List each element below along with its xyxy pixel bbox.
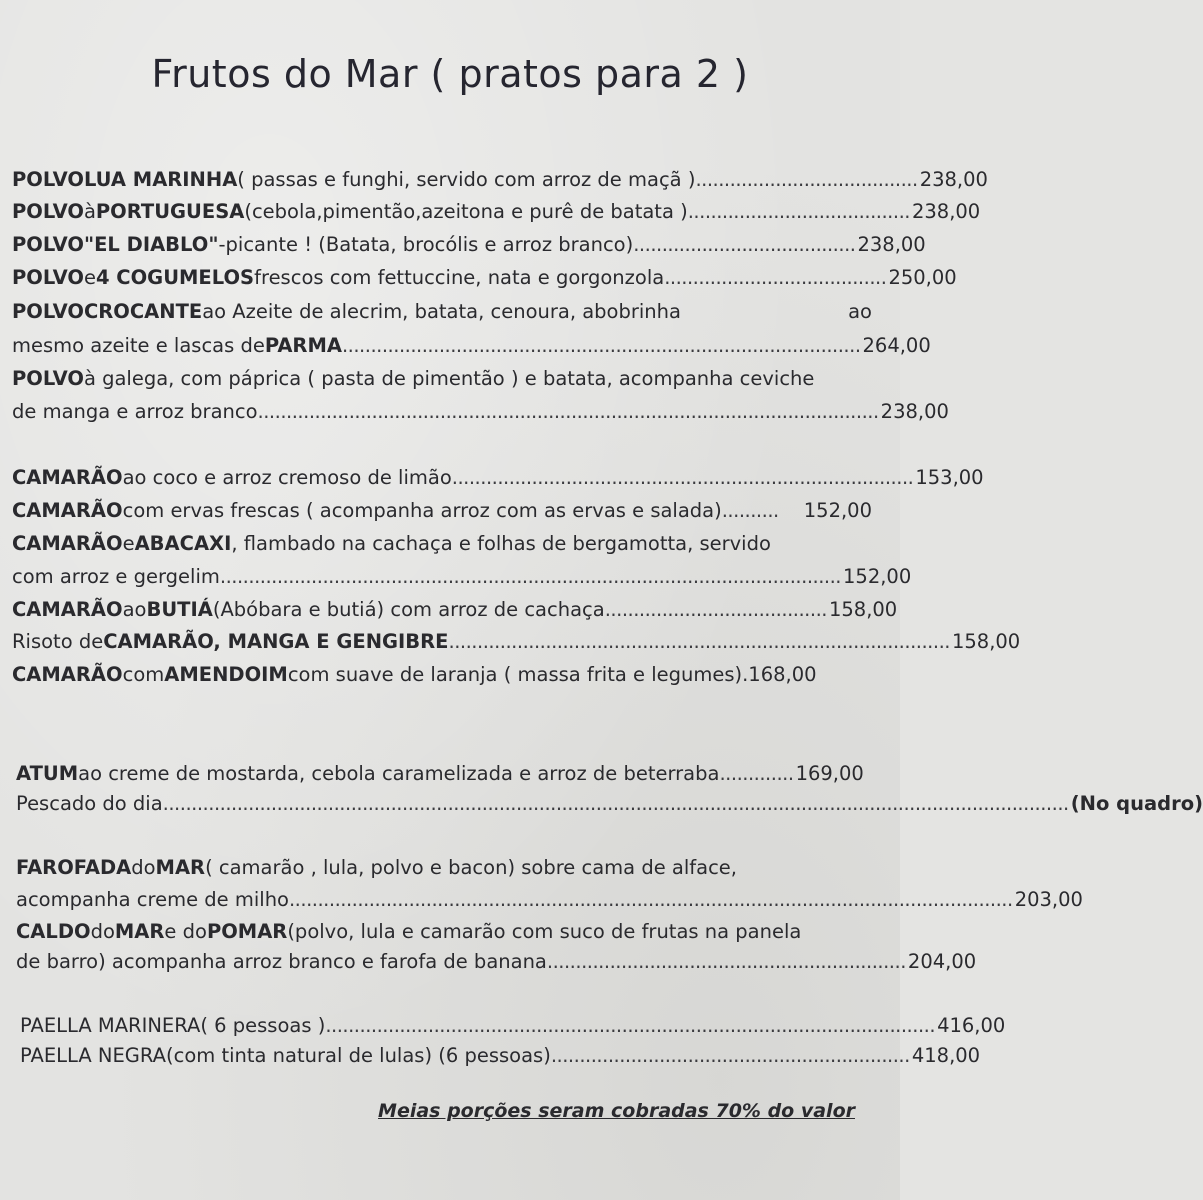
menu-item-polvo-el-diablo: POLVO "EL DIABLO" -picante ! (Batata, brocólis e arroz branco) ....................................... 238,00 bbox=[12, 229, 872, 261]
page-title: Frutos do Mar ( pratos para 2 ) bbox=[151, 52, 749, 96]
price: (No quadro) bbox=[1070, 792, 1203, 815]
price: 169,00 bbox=[795, 762, 864, 785]
menu-item-polvo-portuguesa: POLVO à PORTUGUESA (cebola,pimentão,azeitona e purê de batata ) ....................................... 238,00 bbox=[12, 196, 872, 228]
price: 152,00 bbox=[843, 565, 912, 588]
price: 238,00 bbox=[857, 233, 926, 256]
menu-item-farofada-cont: acompanha creme de milho ............................................................................................................................... 203,00 bbox=[16, 884, 846, 916]
menu-item-farofada: FAROFADA do MAR ( camarão , lula, polvo e bacon) sobre cama de alface, bbox=[16, 856, 737, 879]
price: 203,00 bbox=[1014, 888, 1083, 911]
menu-item-caldo: CALDO do MAR e do POMAR (polvo, lula e camarão com suco de frutas na panela bbox=[16, 920, 802, 943]
price: 238,00 bbox=[880, 400, 949, 423]
menu-item-polvo-cogumelos: POLVO e 4 COGUMELOS frescos com fettuccine, nata e gorgonzola ....................................... 250,00 bbox=[12, 262, 872, 294]
menu-item-paella-marinera: PAELLA MARINERA ( 6 pessoas ) ........................................................................................................... 416,00 bbox=[20, 1010, 858, 1042]
menu-item-polvo-galega: POLVO à galega, com páprica ( pasta de pimentão ) e batata, acompanha ceviche bbox=[12, 367, 815, 390]
menu-item-polvo-crocante-cont: mesmo azeite e lascas de PARMA ........................................................................................... 264,00 bbox=[12, 330, 854, 362]
price: 158,00 bbox=[828, 598, 898, 621]
menu-item-camarao-abacaxi-cont: com arroz e gergelim ............................................................................................................. 152,00 bbox=[12, 561, 848, 593]
price: 158,00 bbox=[951, 630, 1021, 653]
price: 204,00 bbox=[907, 950, 977, 973]
menu-item-atum: ATUM ao creme de mostarda, cebola caramelizada e arroz de beterraba ............. 169,00 bbox=[16, 758, 848, 790]
price: 152,00 bbox=[803, 499, 872, 522]
menu-item-camarao-amendoim: CAMARÃO com AMENDOIM com suave de laranja ( massa frita e legumes).168,00 bbox=[12, 663, 817, 686]
price: 418,00 bbox=[911, 1044, 981, 1067]
price: 153,00 bbox=[915, 466, 984, 489]
menu-item-caldo-cont: de barro) acompanha arroz branco e farofa de banana ............................................................... 204,00 bbox=[16, 946, 852, 978]
menu-item-camarao-abacaxi: CAMARÃO e ABACAXI , flambado na cachaça e folhas de bergamotta, servido bbox=[12, 532, 771, 555]
menu-item-pescado: Pescado do dia ............................................................................................................................................................... (No quadro) bbox=[16, 788, 862, 820]
price: 250,00 bbox=[888, 266, 957, 289]
menu-item-polvo-galega-cont: de manga e arroz branco ............................................................................................................. 238,00 bbox=[12, 396, 856, 428]
menu-item-risoto-camarao: Risoto de CAMARÃO, MANGA E GENGIBRE ........................................................................................ 158,00 bbox=[12, 626, 860, 658]
menu-item-camarao-coco: CAMARÃO ao coco e arroz cremoso de limão ................................................................................. 153,00 bbox=[12, 462, 872, 494]
price: 416,00 bbox=[937, 1014, 1006, 1037]
price: 238,00 bbox=[919, 168, 988, 191]
menu-item-polvo-lua-marinha: POLVO LUA MARINHA ( passas e funghi, servido com arroz de maçã ) ....................................... 238,00 bbox=[12, 164, 872, 196]
menu-item-paella-negra: PAELLA NEGRA (com tinta natural de lulas) (6 pessoas) ............................................................... 418,00 bbox=[20, 1040, 842, 1072]
menu-item-camarao-butia: CAMARÃO ao BUTIÁ (Abóbara e butiá) com arroz de cachaça ....................................... 158,00 bbox=[12, 594, 868, 626]
half-portion-note: Meias porções seram cobradas 70% do valor bbox=[378, 1100, 855, 1122]
menu-item-camarao-ervas: CAMARÃO com ervas frescas ( acompanha arroz com as ervas e salada) .......... 152,00 bbox=[12, 495, 872, 527]
price: 264,00 bbox=[862, 334, 931, 357]
menu-item-polvo-crocante: POLVO CROCANTE ao Azeite de alecrim, batata, cenoura, abobrinha ao bbox=[12, 300, 872, 323]
price: 238,00 bbox=[911, 200, 981, 223]
